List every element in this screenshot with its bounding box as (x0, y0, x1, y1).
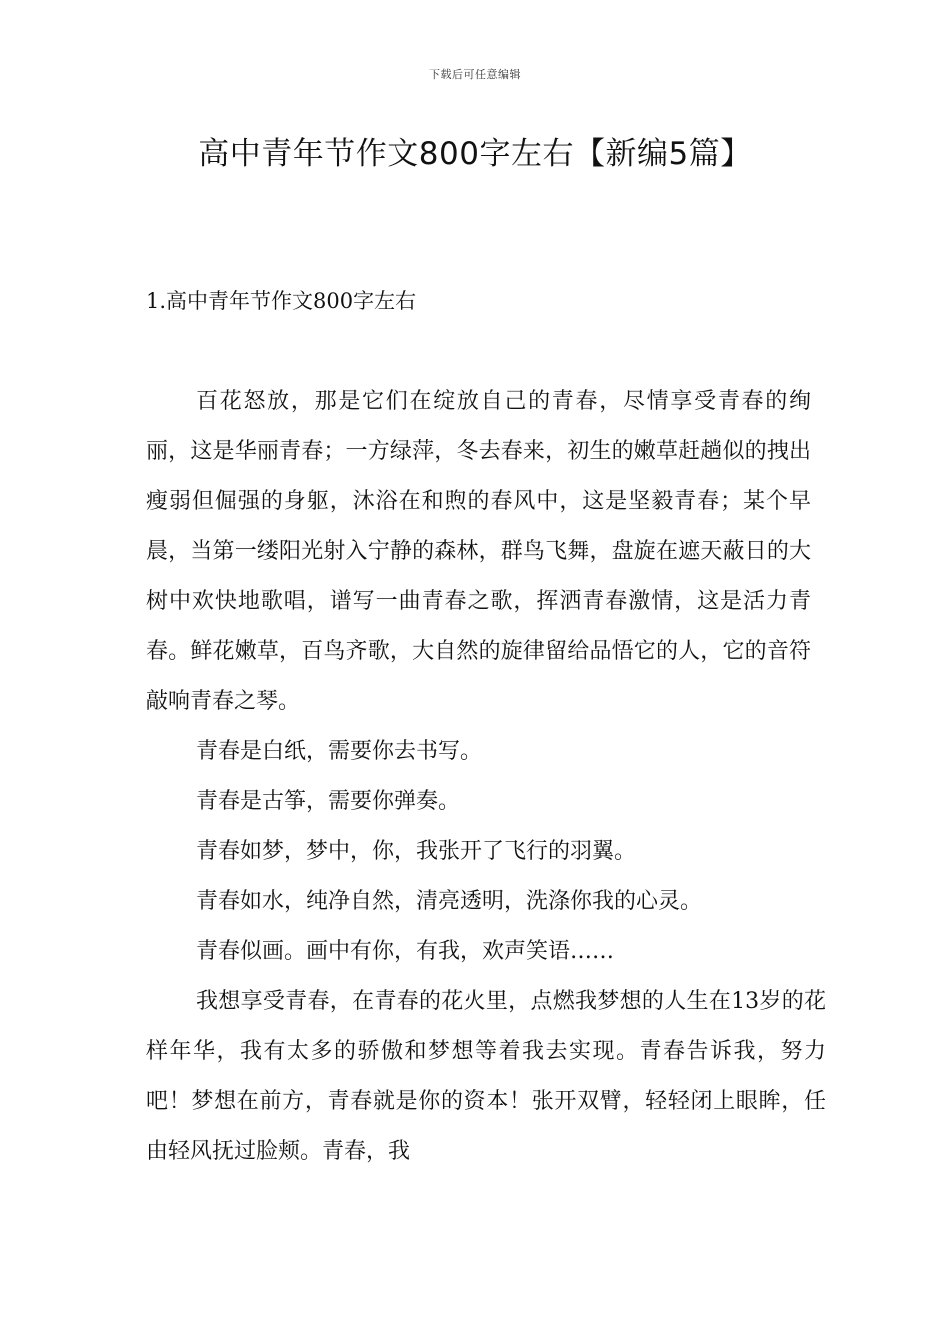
paragraph: 我想享受青春，在青春的花火里，点燃我梦想的人生在13岁的花样年华，我有太多的骄傲和梦想等着我去实现。青春告诉我，努力吧！梦想在前方，青春就是你的资本！张开双臂，轻轻闭上眼眸，任由轻风抚过脸颊。青春，我 (146, 989, 826, 1164)
paragraph: 青春如水，纯净自然，清亮透明，洗涤你我的心灵。 (196, 889, 703, 914)
section-heading: 1.高中青年节作文800字左右 (146, 289, 417, 313)
paragraph: 青春如梦，梦中，你，我张开了飞行的羽翼。 (196, 839, 637, 864)
document-title: 高中青年节作文800字左右【新编5篇】 (198, 136, 752, 172)
body-text (146, 377, 826, 1177)
header-note: 下载后可任意编辑 (429, 68, 521, 81)
paragraph: 青春是古筝，需要你弹奏。 (196, 789, 461, 814)
paragraph: 青春是白纸，需要你去书写。 (196, 739, 483, 764)
paragraph: 青春似画。画中有你，有我，欢声笑语…… (196, 939, 615, 964)
paragraph: 百花怒放，那是它们在绽放自己的青春，尽情享受青春的绚丽，这是华丽青春；一方绿萍，冬去春来，初生的嫩草赶趟似的拽出瘦弱但倔强的身躯，沐浴在和煦的春风中，这是坚毅青春；某个早晨，当第一缕阳光射入宁静的森林，群鸟飞舞，盘旋在遮天蔽日的大树中欢快地歌唱，谱写一曲青春之歌，挥洒青春激情，这是活力青春。鲜花嫩草，百鸟齐歌，大自然的旋律留给品悟它的人，它的音符敲响青春之琴。 (146, 389, 811, 714)
